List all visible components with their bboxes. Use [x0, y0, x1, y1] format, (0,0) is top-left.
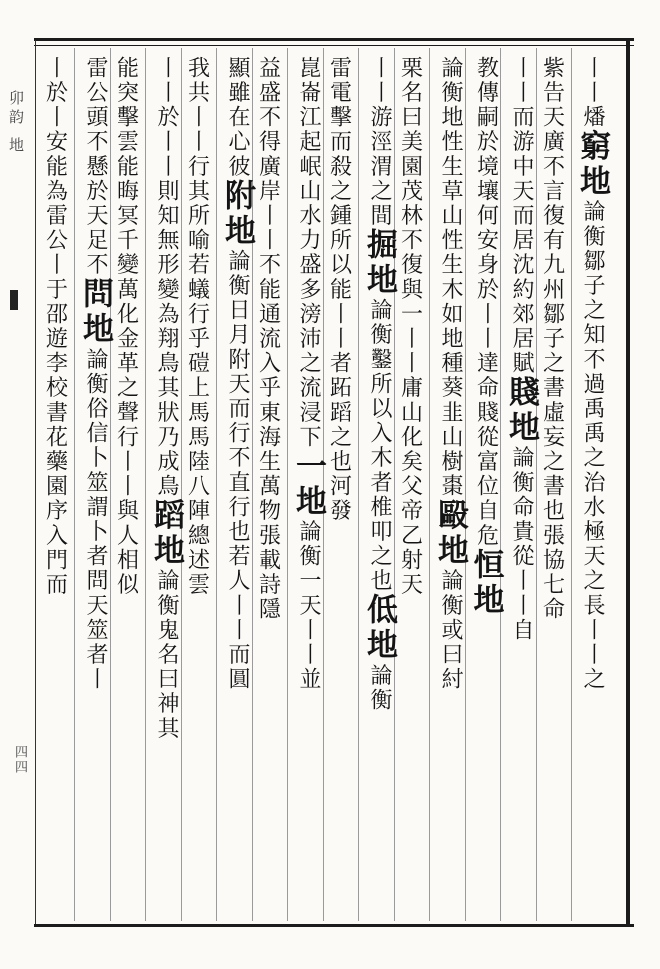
column-rule [216, 48, 217, 921]
text-segment: 丨于邵遊李校書花藥園序入門而 [42, 252, 68, 598]
heading-term: 低地 [361, 593, 397, 664]
frame-top-rule [34, 38, 634, 41]
text-column [77, 56, 113, 692]
text-segment: 丨於丨安能為雷公 [42, 56, 68, 253]
column-rule [145, 48, 146, 921]
text-segment: 論衡 [367, 663, 392, 713]
text-segment: 教傳嗣於境壤何安身於丨丨 [473, 56, 499, 352]
heading-term: 問地 [77, 277, 113, 348]
text-segment: 丨丨游涇渭之間 [367, 56, 392, 229]
text-column [432, 56, 468, 692]
column-rule [571, 48, 572, 921]
text-segment: 我共丨丨 [184, 56, 210, 155]
frame-top-inner-rule [34, 45, 634, 46]
text-column [574, 56, 610, 692]
text-column [257, 56, 279, 622]
text-column [399, 56, 421, 597]
heading-term: 恒地 [467, 548, 504, 619]
text-segment: 鍾所以能丨丨者跖蹈之也 [326, 203, 352, 475]
text-column [44, 56, 66, 597]
text-segment: 丨丨而游中天而居沈約郊居賦 [509, 56, 534, 376]
text-column [148, 56, 184, 742]
text-column [328, 56, 350, 523]
text-column [219, 56, 255, 692]
heading-term: 賤地 [503, 375, 539, 446]
text-column [467, 56, 504, 619]
text-segment: 丨丨於丨丨則知無形變為翔鳥其狀乃成鳥 [154, 56, 179, 499]
heading-term: 掘地 [361, 228, 397, 299]
heading-term: 附地 [219, 179, 255, 249]
text-column [541, 56, 563, 622]
text-column [115, 56, 137, 597]
text-segment: 論衡鄒子之知不過禹禹之治水極天之長丨丨之 [580, 199, 605, 692]
text-segment: 河發 [326, 474, 352, 524]
text-segment: 顯雖在心彼 [225, 56, 250, 179]
column-rule [287, 48, 288, 921]
text-segment: 益盛不得廣岸丨丨不能通流入乎東海 [255, 56, 281, 450]
margin-rule [35, 40, 36, 924]
heading-term: 窮地 [574, 129, 610, 200]
heading-term: 一地 [290, 449, 326, 520]
column-rule [429, 48, 430, 921]
text-segment: 廣不言復有九州鄒子之書虛妄之書也張協七命 [539, 129, 565, 622]
column-rule [74, 48, 75, 921]
text-segment: 紫告天 [539, 56, 565, 130]
text-segment: 雷公頭不懸於天足不 [83, 56, 108, 278]
text-segment: 論衡地性生草山性生木如地種葵韭山樹棗 [438, 56, 463, 499]
text-segment: 論衡鬼名曰神其 [154, 568, 179, 742]
heading-term: 蹈地 [148, 498, 184, 569]
text-segment: 雷電擊而殺之 [326, 56, 352, 204]
text-column [186, 56, 208, 597]
text-segment: 達命賤從富位自危 [473, 351, 499, 549]
text-segment: 栗名曰美園茂林不復與一丨丨庸山化矣 [397, 56, 423, 475]
text-segment: 丨丨 [580, 56, 605, 106]
heading-term: 毆地 [432, 498, 468, 569]
text-column [361, 56, 397, 713]
text-segment: 論衡一天丨丨並 [296, 519, 321, 692]
text-segment: 論衡鑿所以入木者椎叩之也 [367, 298, 392, 594]
text-segment: 燔 [580, 105, 605, 130]
text-segment: 論衡命貴從丨丨自 [509, 445, 534, 643]
margin-label: 卯韵 地 [7, 90, 25, 156]
text-segment: 論衡俗信卜筮謂卜者問天筮者丨 [83, 347, 108, 692]
text-column [503, 56, 539, 643]
margin-strip [8, 90, 34, 530]
text-segment: 行其所喻若蟻行乎磑上馬馬陸八陣總述雲 [184, 154, 210, 598]
text-column [290, 56, 326, 692]
text-segment: 崑崙江起岷山水力盛多滂沛之流浸下 [296, 56, 321, 450]
text-segment: 行丨丨與人相似 [113, 425, 139, 598]
text-segment: 論衡或曰紂 [438, 568, 463, 692]
frame-bottom-rule [34, 924, 634, 927]
fishtail-mark [10, 290, 18, 310]
column-rule [358, 48, 359, 921]
text-segment: 論衡日月附天而行不直行也若人丨丨而圓 [225, 249, 250, 692]
text-segment: 父帝乙射天 [397, 474, 423, 598]
frame-right-rule [626, 38, 630, 927]
text-segment: 能突擊雲能晦冥千變萬化金革之聲 [113, 56, 139, 425]
text-segment: 生萬物張載詩隱 [255, 449, 281, 622]
page-number-mark: 四四 [12, 745, 27, 775]
